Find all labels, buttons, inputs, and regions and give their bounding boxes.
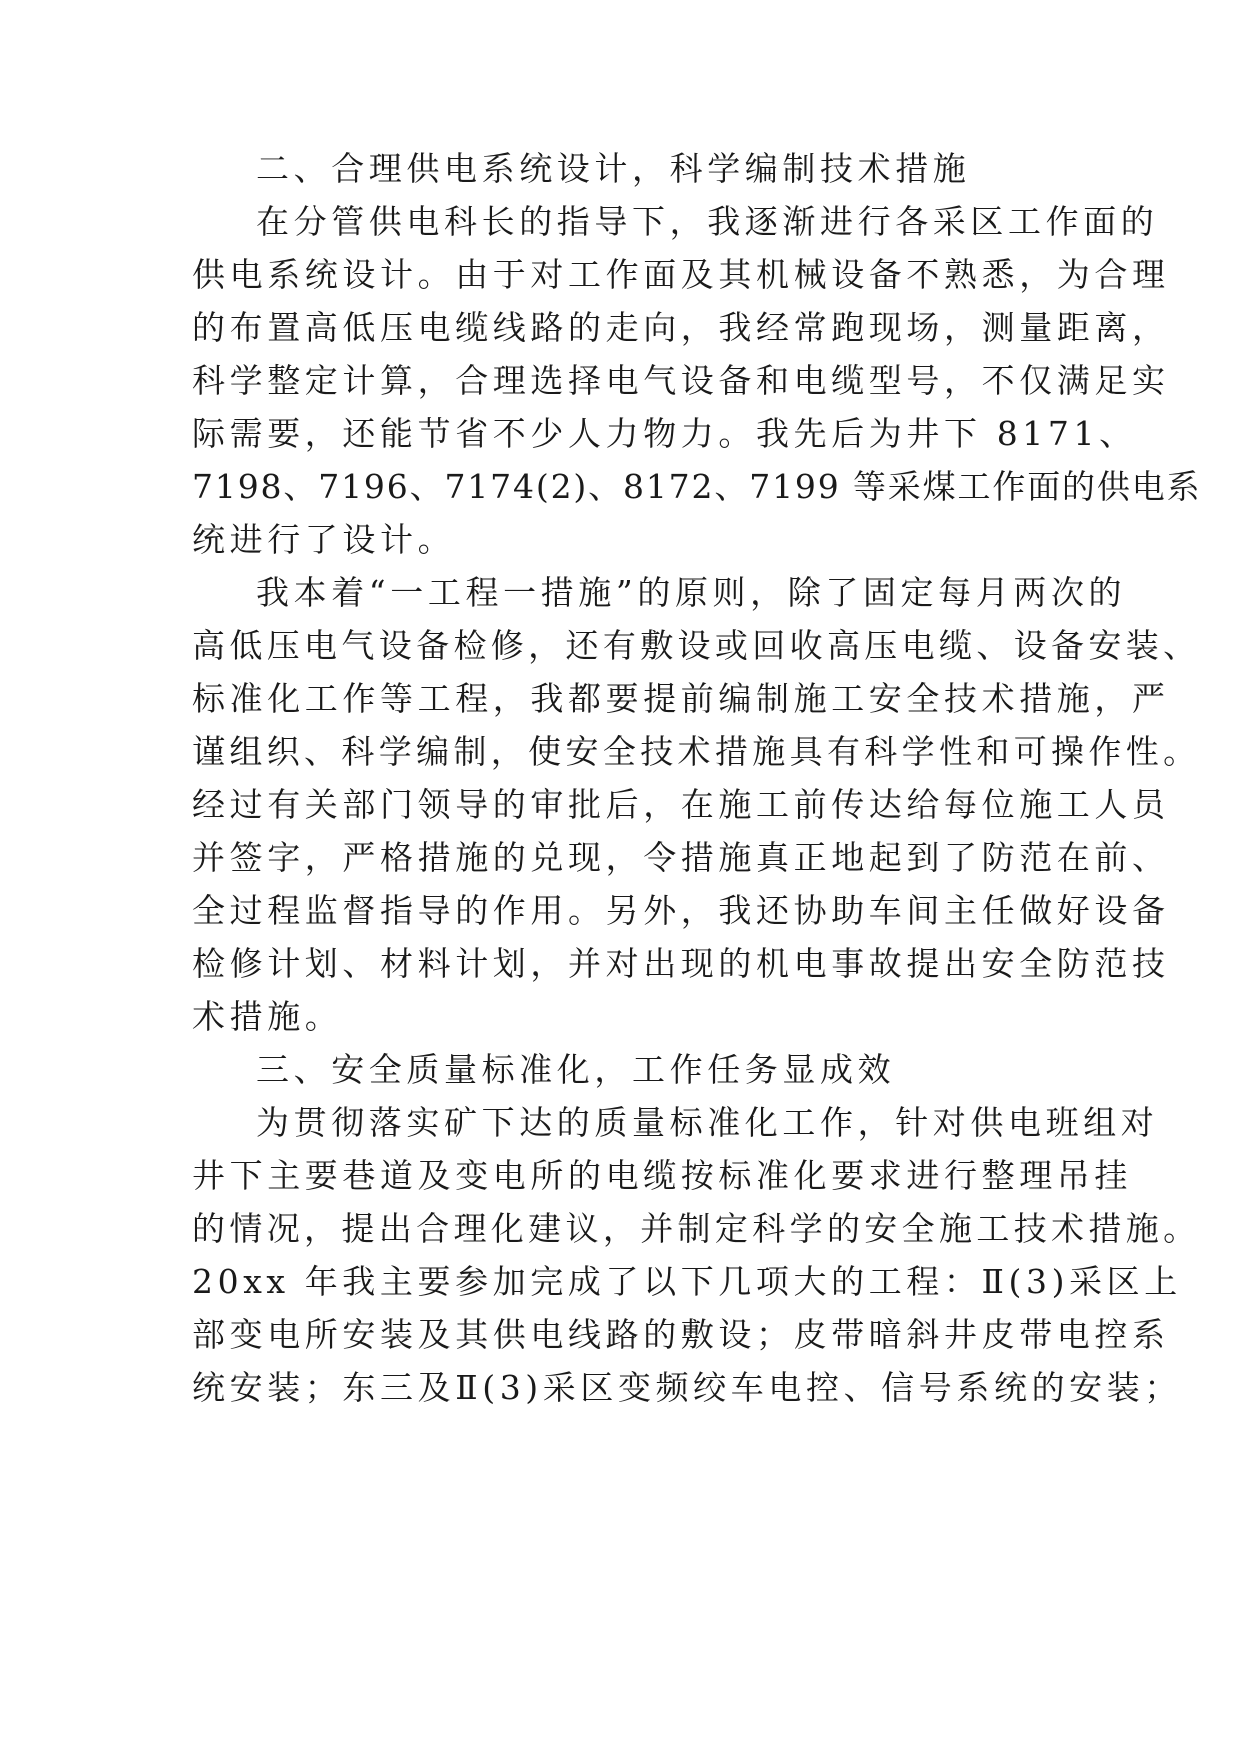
text-line: 20xx 年我主要参加完成了以下几项大的工程：Ⅱ(3)采区上 [192,1262,1182,1301]
text-line: 部变电所安装及其供电线路的敷设；皮带暗斜井皮带电控系 [192,1315,1170,1354]
section-heading-2: 二、合理供电系统设计，科学编制技术措施 [256,149,971,188]
text-line: 标准化工作等工程，我都要提前编制施工安全技术措施，严 [192,679,1170,718]
text-line: 7198、7196、7174(2)、8172、7199 等采煤工作面的供电系 [192,467,1202,506]
text-line: 为贯彻落实矿下达的质量标准化工作，针对供电班组对 [256,1103,1159,1142]
text-line: 并签字，严格措施的兑现，令措施真正地起到了防范在前、 [192,838,1170,877]
text-line: 全过程监督指导的作用。另外，我还协助车间主任做好设备 [192,891,1170,930]
text-line: 井下主要巷道及变电所的电缆按标准化要求进行整理吊挂 [192,1156,1132,1195]
text-line: 经过有关部门领导的审批后，在施工前传达给每位施工人员 [192,785,1170,824]
text-line: 术措施。 [192,997,343,1036]
text-line: 我本着“一工程一措施”的原则，除了固定每月两次的 [256,573,1127,612]
text-line: 的情况，提出合理化建议，并制定科学的安全施工技术措施。 [192,1209,1201,1248]
text-line: 谨组织、科学编制，使安全技术措施具有科学性和可操作性。 [192,732,1201,771]
section-heading-3: 三、安全质量标准化，工作任务显成效 [256,1050,896,1089]
text-line: 统进行了设计。 [192,520,456,559]
text-line: 科学整定计算，合理选择电气设备和电缆型号，不仅满足实 [192,361,1170,400]
text-line: 在分管供电科长的指导下，我逐渐进行各采区工作面的 [256,202,1159,241]
text-line: 际需要，还能节省不少人力物力。我先后为井下 8171、 [192,414,1137,453]
text-line: 的布置高低压电缆线路的走向，我经常跑现场，测量距离， [192,308,1170,347]
text-line: 供电系统设计。由于对工作面及其机械设备不熟悉，为合理 [192,255,1170,294]
text-line: 统安装；东三及Ⅱ(3)采区变频绞车电控、信号系统的安装； [192,1368,1182,1407]
text-line: 高低压电气设备检修，还有敷设或回收高压电缆、设备安装、 [192,626,1201,665]
text-line: 检修计划、材料计划，并对出现的机电事故提出安全防范技 [192,944,1170,983]
